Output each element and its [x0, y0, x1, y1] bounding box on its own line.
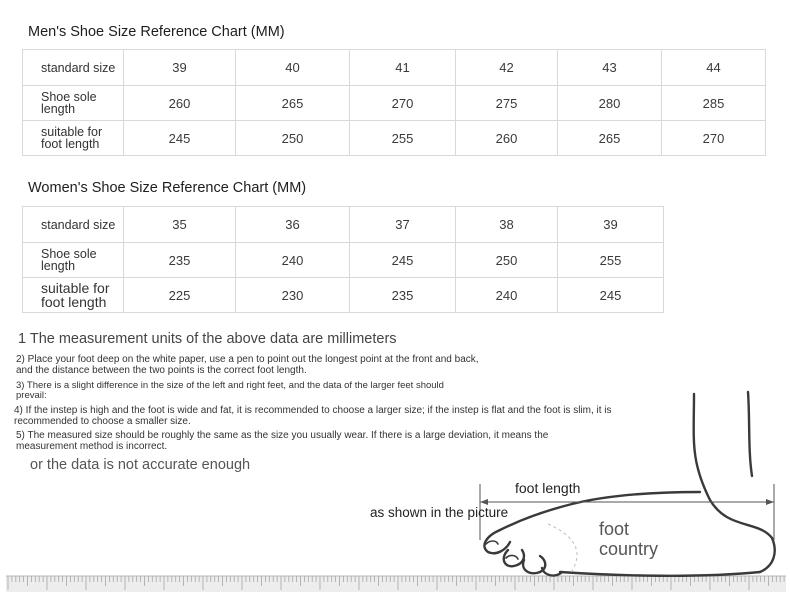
size-cell: 42 [456, 50, 558, 86]
note-3: 3) There is a slight difference in the size of the left and right feet, and the data of the larger feet should prevail: [16, 380, 444, 401]
women-size-table [22, 206, 664, 313]
size-cell: 265 [558, 121, 662, 156]
size-cell: 255 [350, 121, 456, 156]
size-cell: 240 [236, 243, 350, 278]
size-cell: 285 [662, 86, 766, 121]
size-cell: 270 [350, 86, 456, 121]
size-cell: 270 [662, 121, 766, 156]
size-cell: 250 [236, 121, 350, 156]
foot-length-label: foot length [515, 480, 581, 496]
size-cell: 40 [236, 50, 350, 86]
size-cell: 260 [124, 86, 236, 121]
as-shown-label: as shown in the picture [370, 505, 509, 520]
size-cell: 44 [662, 50, 766, 86]
size-cell: 39 [124, 50, 236, 86]
men-size-table [22, 49, 766, 156]
size-cell: 240 [456, 278, 558, 313]
note-1: 1 The measurement units of the above data are millimeters [18, 331, 397, 347]
row-label: suitable for foot length [23, 278, 124, 313]
row-label: Shoe sole length [23, 243, 124, 278]
women-row-standard-size [23, 207, 664, 243]
ruler [6, 576, 786, 592]
men-row-foot-length [23, 121, 766, 156]
size-cell: 245 [124, 121, 236, 156]
size-cell: 35 [124, 207, 236, 243]
size-cell: 235 [124, 243, 236, 278]
note-5: 5) The measured size should be roughly the same as the size you usually wear. If there is a large deviation, it means the measurement method is incorrect. [16, 430, 549, 452]
size-cell: 250 [456, 243, 558, 278]
size-cell: 41 [350, 50, 456, 86]
men-row-sole-length [23, 86, 766, 121]
size-cell: 225 [124, 278, 236, 313]
men-chart-title: Men's Shoe Size Reference Chart (MM) [28, 24, 285, 40]
size-cell: 260 [456, 121, 558, 156]
size-cell: 235 [350, 278, 456, 313]
dashed-guide [548, 524, 577, 574]
size-cell: 255 [558, 243, 664, 278]
size-cell: 275 [456, 86, 558, 121]
size-cell: 37 [350, 207, 456, 243]
size-cell: 230 [236, 278, 350, 313]
size-cell: 38 [456, 207, 558, 243]
women-row-foot-length [23, 278, 664, 313]
size-cell: 265 [236, 86, 350, 121]
row-label: Shoe sole length [23, 86, 124, 121]
note-2: 2) Place your foot deep on the white paper, use a pen to point out the longest point at the front and back, and the distance between the two points is the correct foot length. [16, 354, 479, 376]
note-6: or the data is not accurate enough [30, 457, 251, 473]
size-cell: 39 [558, 207, 664, 243]
size-cell: 36 [236, 207, 350, 243]
row-label: standard size [23, 207, 124, 243]
men-row-standard-size [23, 50, 766, 86]
row-label: standard size [23, 50, 124, 86]
size-cell: 280 [558, 86, 662, 121]
size-cell: 245 [558, 278, 664, 313]
foot-country-label: foot country [599, 519, 659, 559]
women-row-sole-length [23, 243, 664, 278]
women-chart-title: Women's Shoe Size Reference Chart (MM) [28, 180, 307, 196]
size-cell: 245 [350, 243, 456, 278]
note-4: 4) If the instep is high and the foot is wide and fat, it is recommended to choose a larger size; if the instep is flat and the foot is slim, it is recommended to choose a smaller size. [14, 405, 612, 427]
row-label: suitable for foot length [23, 121, 124, 156]
size-cell: 43 [558, 50, 662, 86]
